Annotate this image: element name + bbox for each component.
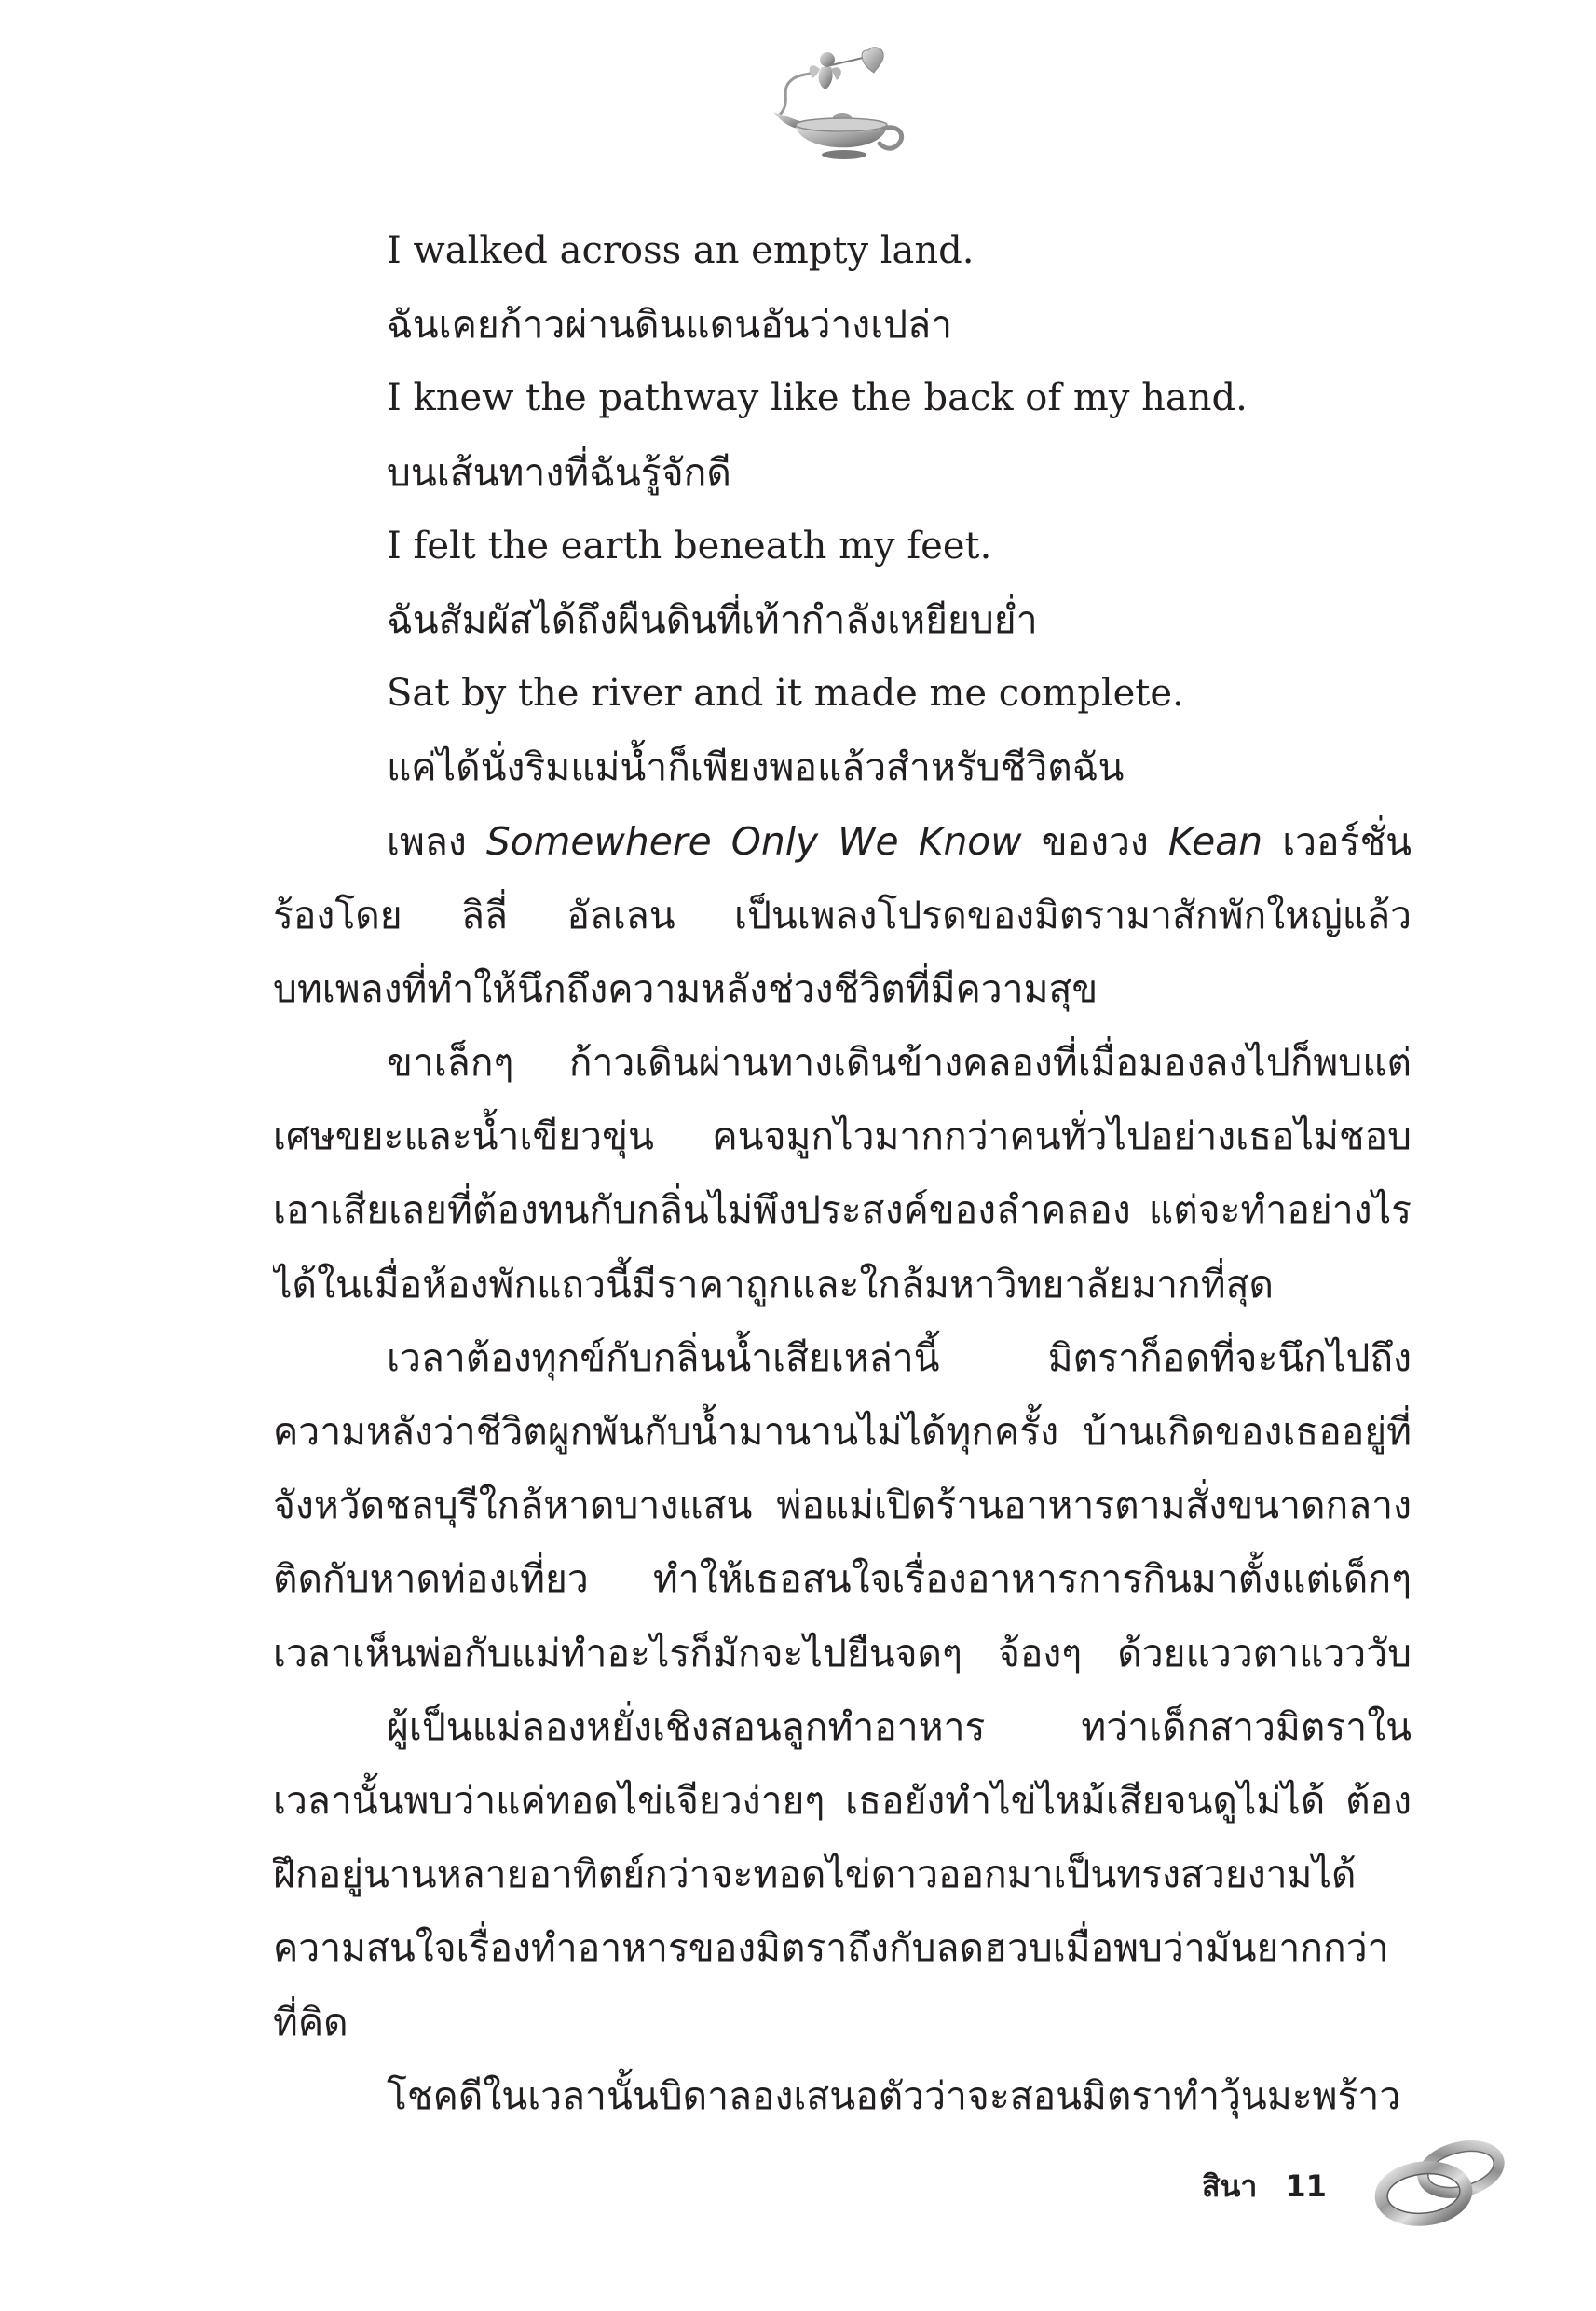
body-line: เวลาเห็นพ่อกับแม่ทำอะไรก็มักจะไปยืนจดๆ จ้องๆ ด้วยแววตาแวววับ: [273, 1630, 1412, 1675]
wedding-rings-icon: [1371, 2128, 1509, 2233]
lyric-line: I knew the pathway like the back of my hand.: [387, 376, 1248, 420]
genie-lamp-cupid-icon: [770, 41, 909, 167]
lyric-line: I felt the earth beneath my feet.: [387, 524, 992, 567]
body-line: ความหลังว่าชีวิตผูกพันกับน้ำมานานไม่ได้ทุกครั้ง บ้านเกิดของเธออยู่ที่: [273, 1409, 1412, 1454]
body-line: ความสนใจเรื่องทำอาหารของมิตราถึงกับลดฮวบเมื่อพบว่ามันยากกว่า: [273, 1925, 1389, 1971]
body-line: เวลาต้องทุกข์กับกลิ่นน้ำเสียเหล่านี้ มิตราก็อดที่จะนึกไปถึง: [387, 1334, 1412, 1380]
body-line: ร้องโดย ลิลี่ อัลเลน เป็นเพลงโปรดของมิตรามาสักพักใหญ่แล้ว: [273, 892, 1412, 937]
body-line: เอาเสียเลยที่ต้องทนกับกลิ่นไม่พึงประสงค์ของลำคลอง แต่จะทำอย่างไร: [273, 1187, 1412, 1233]
body-line: จังหวัดชลบุรีใกล้หาดบางแสน พ่อแม่เปิดร้านอาหารตามสั่งขนาดกลาง: [273, 1483, 1412, 1528]
body-text: ของวง: [1041, 818, 1149, 864]
band-name: Kean: [1167, 818, 1263, 864]
lyric-line: I walked across an empty land.: [387, 229, 975, 272]
body-text: เวอร์ชั่น: [1282, 818, 1412, 864]
body-line: ติดกับหาดท่องเที่ยว ทำให้เธอสนใจเรื่องอาหารการกินมาตั้งแต่เด็กๆ: [273, 1556, 1412, 1602]
body-line: ฝึกอยู่นานหลายอาทิตย์กว่าจะทอดไข่ดาวออกมาเป็นทรงสวยงามได้: [273, 1852, 1357, 1897]
body-line: โชคดีในเวลานั้นบิดาลองเสนอตัวว่าจะสอนมิตราทำวุ้นมะพร้าว: [387, 2072, 1401, 2118]
page-footer: [1202, 2158, 1327, 2214]
body-line: เศษขยะและน้ำเขียวขุ่น คนจมูกไวมากกว่าคนทั่วไปอย่างเธอไม่ชอบ: [273, 1114, 1412, 1159]
body-line: ผู้เป็นแม่ลองหยั่งเชิงสอนลูกทำอาหาร ทว่าเด็กสาวมิตราใน: [387, 1703, 1412, 1749]
body-line: บทเพลงที่ทำให้นึกถึงความหลังช่วงชีวิตที่มีความสุข: [273, 965, 1098, 1011]
body-text: เพลง: [387, 818, 467, 864]
body-line: ได้ในเมื่อห้องพักแถวนี้มีราคาถูกและใกล้มหาวิทยาลัยมากที่สุด: [273, 1261, 1275, 1306]
song-title: Somewhere Only We Know: [485, 818, 1022, 864]
lyric-line: แค่ได้นั่งริมแม่น้ำก็เพียงพอแล้วสำหรับชีวิตฉัน: [387, 745, 1125, 790]
body-line: ขาเล็กๆ ก้าวเดินผ่านทางเดินข้างคลองที่เมื่อมองลงไปก็พบแต่: [387, 1040, 1412, 1086]
page-number: 11: [1285, 2168, 1327, 2204]
body-line: เวลานั้นพบว่าแค่ทอดไข่เจียวง่ายๆ เธอยังทำไข่ไหม้เสียจนดูไม่ได้ ต้อง: [273, 1777, 1412, 1823]
lyric-line: ฉันสัมผัสได้ถึงผืนดินที่เท้ากำลังเหยียบย่ำ: [387, 596, 1038, 642]
lyric-line: Sat by the river and it made me complete.: [387, 672, 1184, 716]
text-column: [273, 214, 1412, 2133]
running-title: สินา: [1202, 2167, 1258, 2204]
lyric-line: บนเส้นทางที่ฉันรู้จักดี: [387, 449, 731, 495]
body-line: ที่คิด: [273, 1999, 348, 2044]
lyric-line: ฉันเคยก้าวผ่านดินแดนอันว่างเปล่า: [387, 302, 952, 348]
body-line: [387, 805, 1412, 879]
